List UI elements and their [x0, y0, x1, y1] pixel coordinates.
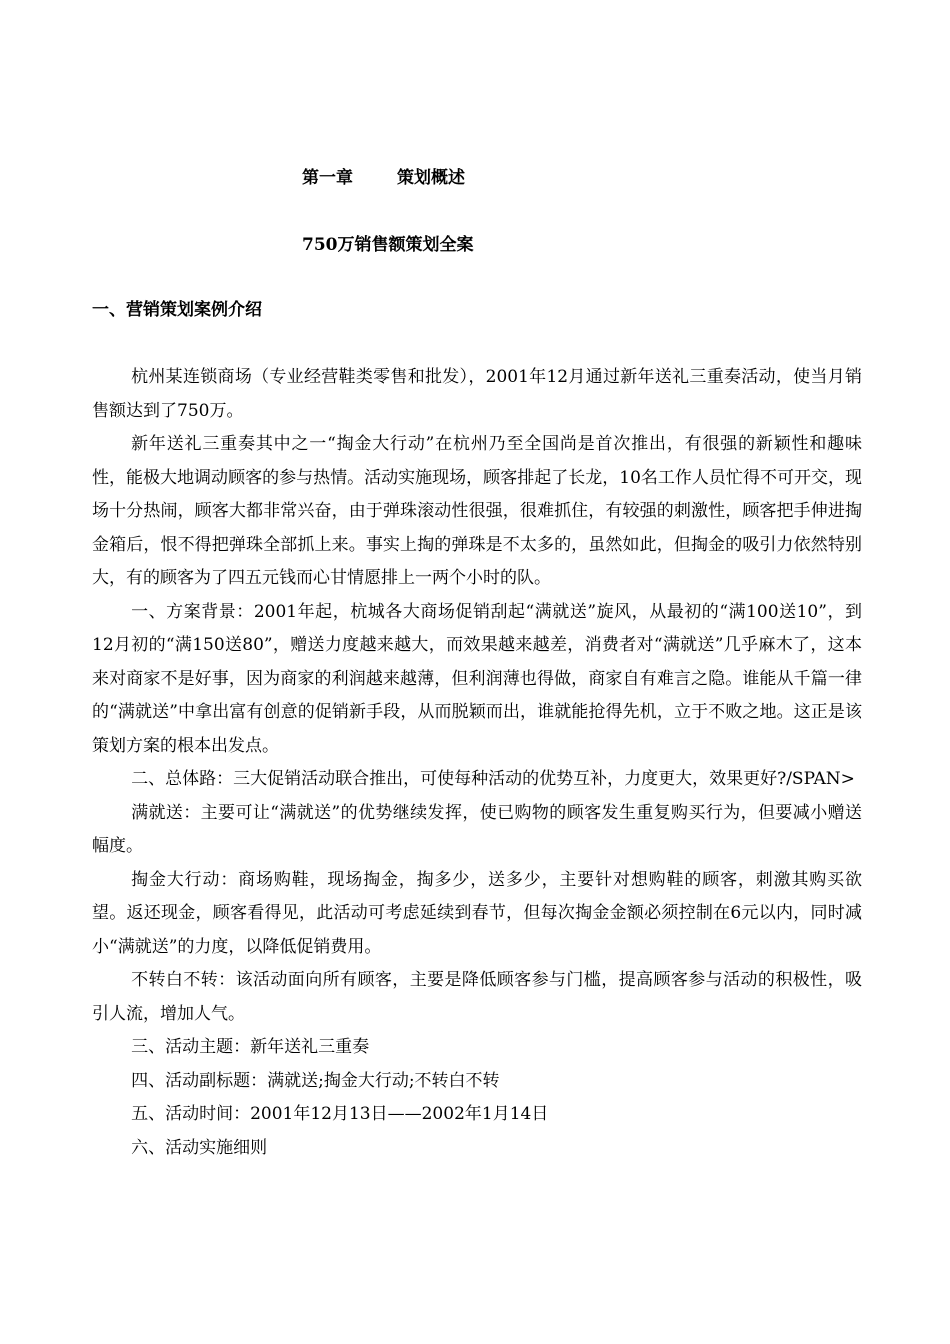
paragraph-gold-digging: 新年送礼三重奏其中之一“掏金大行动”在杭州乃至全国尚是首次推出，有很强的新颖性和趣味性，能极大地调动顾客的参与热情。活动实施现场，顾客排起了长龙，10名工作人员忙得不可开交，现场十分热闹，顾客大都非常兴奋，由于弹珠滚动性很强，很难抓住，有较强的刺激性，顾客把手伸进掏金箱后，恨不得把弹珠全部抓上来。事实上掏的弹珠是不太多的，虽然如此，但掏金的吸引力依然特别大，有的顾客为了四五元钱而心甘情愿排上一两个小时的队。	[92, 434, 862, 588]
chapter-title	[302, 166, 465, 190]
paragraph-full-gift: 满就送：主要可让“满就送”的优势继续发挥，使已购物的顾客发生重复购买行为，但要减小赠送幅度。	[92, 802, 862, 856]
document-title: 750万销售额策划全案	[302, 235, 474, 255]
paragraph-case-intro: 杭州某连锁商场（专业经营鞋类零售和批发），2001年12月通过新年送礼三重奏活动，使当月销售额达到了750万。	[92, 367, 862, 421]
paragraph-background: 一、方案背景：2001年起，杭城各大商场促销刮起“满就送”旋风，从最初的“满100送10”，到12月初的“满150送80”，赠送力度越来越大，而效果越来越差，消费者对“满就送”几乎麻木了，这本来对商家不是好事，因为商家的利润越来越薄，但利润薄也得做，商家自有难言之隐。谁能从千篇一律的“满就送”中拿出富有创意的促销新手段，从而脱颖而出，谁就能抢得先机，立于不败之地。这正是该策划方案的根本出发点。	[92, 601, 862, 756]
paragraph-gold-action: 掏金大行动：商场购鞋，现场掏金，掏多少，送多少，主要针对想购鞋的顾客，刺激其购买欲望。返还现金，顾客看得见，此活动可考虑延续到春节，但每次掏金金额必须控制在6元以内，同时减小“满就送”的力度，以降低促销费用。	[92, 869, 862, 957]
chapter-number: 第一章	[302, 168, 353, 188]
paragraph-theme: 三、活动主题：新年送礼三重奏	[131, 1037, 370, 1057]
paragraph-overall-approach: 二、总体路：三大促销活动联合推出，可使每种活动的优势互补，力度更大，效果更好?/SPAN>	[131, 769, 855, 789]
document-body	[92, 361, 862, 1165]
chapter-name: 策划概述	[397, 168, 465, 188]
paragraph-time: 五、活动时间：2001年12月13日——2002年1月14日	[131, 1104, 549, 1124]
paragraph-spin-wheel: 不转白不转：该活动面向所有顾客，主要是降低顾客参与门槛，提高顾客参与活动的积极性，吸引人流，增加人气。	[92, 970, 862, 1024]
paragraph-subtitle: 四、活动副标题：满就送;掏金大行动;不转白不转	[131, 1070, 500, 1091]
section-heading: 一、营销策划案例介绍	[92, 300, 262, 320]
paragraph-details: 六、活动实施细则	[131, 1137, 268, 1158]
